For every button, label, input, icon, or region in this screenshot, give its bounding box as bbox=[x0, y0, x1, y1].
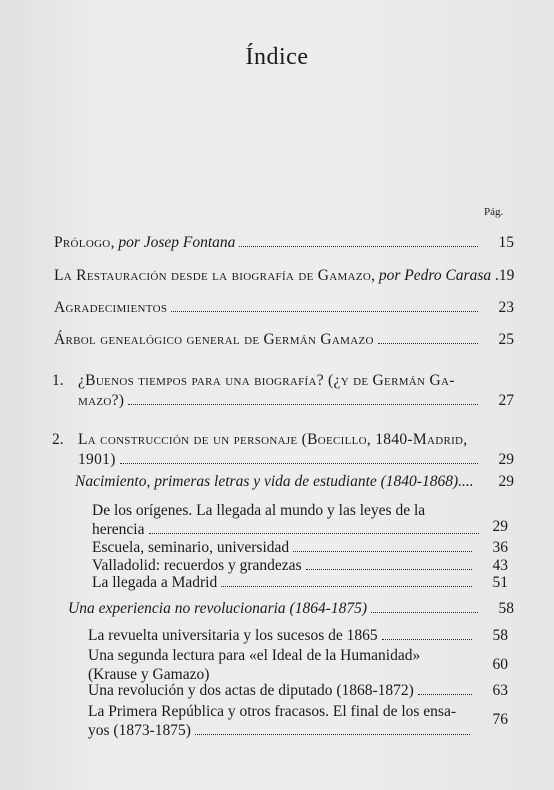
subsection-title: Valladolid: recuerdos y grandezas bbox=[92, 557, 302, 574]
toc-chapter-1[interactable] bbox=[52, 371, 514, 411]
chapter-title-line: mazo?) bbox=[78, 392, 125, 409]
toc-entry-title: Agradecimientos bbox=[54, 299, 168, 316]
toc-entry-prologo[interactable]: Prólogo , por Josep Fontana 15 bbox=[54, 234, 514, 251]
toc-entry-page: 51 bbox=[492, 574, 508, 591]
toc-entry-page: 29 bbox=[498, 451, 514, 468]
toc-subsection-revolucion[interactable] bbox=[88, 682, 508, 700]
toc-entry-restauracion[interactable]: La Restauración desde la biografía de Gamazo , por Pedro Carasa . 19 bbox=[54, 267, 515, 284]
toc-entry-page: 15 bbox=[498, 234, 514, 251]
toc-entry-page: 76 bbox=[492, 711, 508, 728]
toc-subsection-origenes[interactable] bbox=[92, 501, 485, 539]
toc-entry-agradecimientos[interactable] bbox=[54, 299, 514, 317]
chapter-title-line: ¿Buenos tiempos para una biografía? (¿y de Germán Ga- bbox=[78, 372, 455, 389]
toc-entry-page: 27 bbox=[498, 392, 514, 409]
toc-entry-title: La Restauración desde la biografía de Gamazo bbox=[54, 267, 372, 284]
toc-subsection-valladolid[interactable] bbox=[92, 557, 508, 575]
page-column-header: Pág. bbox=[484, 206, 504, 218]
subsection-title-line: yos (1873-1875) bbox=[88, 722, 191, 739]
toc-entry-author: por Josep Fontana bbox=[118, 234, 236, 251]
page-title: Índice bbox=[245, 44, 309, 70]
toc-entry-author: por Pedro Carasa bbox=[378, 267, 492, 284]
toc-entry-page: 29 bbox=[492, 518, 508, 535]
chapter-number: 1. bbox=[52, 372, 64, 389]
toc-entry-page: 60 bbox=[492, 656, 508, 673]
section-title: Nacimiento, primeras letras y vida de estudiante (1840-1868).... bbox=[75, 473, 474, 490]
toc-subsection-primera-republica[interactable] bbox=[88, 702, 476, 740]
subsection-title-line: (Krause y Gamazo) bbox=[88, 666, 210, 683]
toc-entry-page: 36 bbox=[492, 539, 508, 556]
toc-subsection-escuela[interactable] bbox=[92, 539, 508, 557]
subsection-title: La revuelta universitaria y los sucesos de 1865 bbox=[88, 627, 378, 644]
section-title: Una experiencia no revolucionaria (1864-1875) bbox=[68, 600, 368, 617]
toc-section-experiencia[interactable] bbox=[68, 600, 514, 618]
subsection-title: La llegada a Madrid bbox=[92, 574, 218, 591]
toc-entry-page: 58 bbox=[498, 600, 514, 617]
toc-entry-page: 63 bbox=[492, 682, 508, 699]
toc-chapter-2[interactable] bbox=[52, 430, 514, 470]
subsection-title-line: Una segunda lectura para «el Ideal de la Humanidad» bbox=[88, 647, 421, 664]
subsection-title-line: herencia bbox=[92, 521, 145, 538]
subsection-title: Escuela, seminario, universidad bbox=[92, 539, 290, 556]
toc-subsection-segunda-lectura[interactable] bbox=[88, 646, 476, 684]
toc-entry-page: 58 bbox=[492, 627, 508, 644]
subsection-title: Una revolución y dos actas de diputado (1868-1872) bbox=[88, 682, 414, 699]
toc-subsection-madrid[interactable] bbox=[92, 574, 508, 592]
toc-entry-arbol[interactable] bbox=[54, 331, 514, 349]
chapter-title-line: 1901) bbox=[78, 451, 116, 468]
toc-entry-title: Árbol genealógico general de Germán Gamazo bbox=[54, 331, 374, 348]
subsection-title-line: De los orígenes. La llegada al mundo y las leyes de la bbox=[92, 502, 426, 519]
subsection-title-line: La Primera República y otros fracasos. El final de los ensa- bbox=[88, 703, 457, 720]
toc-entry-page: 43 bbox=[492, 557, 508, 574]
toc-subsection-revuelta[interactable] bbox=[88, 627, 508, 645]
toc-entry-page: 29 bbox=[498, 473, 514, 490]
chapter-number: 2. bbox=[52, 431, 64, 448]
toc-entry-title: Prólogo bbox=[54, 234, 111, 251]
toc-section-nacimiento[interactable] bbox=[75, 473, 514, 491]
chapter-title-line: La construcción de un personaje (Boecillo, 1840-Madrid, bbox=[78, 431, 468, 448]
toc-entry-page: 25 bbox=[498, 331, 514, 348]
toc-entry-page: 19 bbox=[498, 267, 515, 284]
toc-entry-page: 23 bbox=[498, 299, 514, 316]
